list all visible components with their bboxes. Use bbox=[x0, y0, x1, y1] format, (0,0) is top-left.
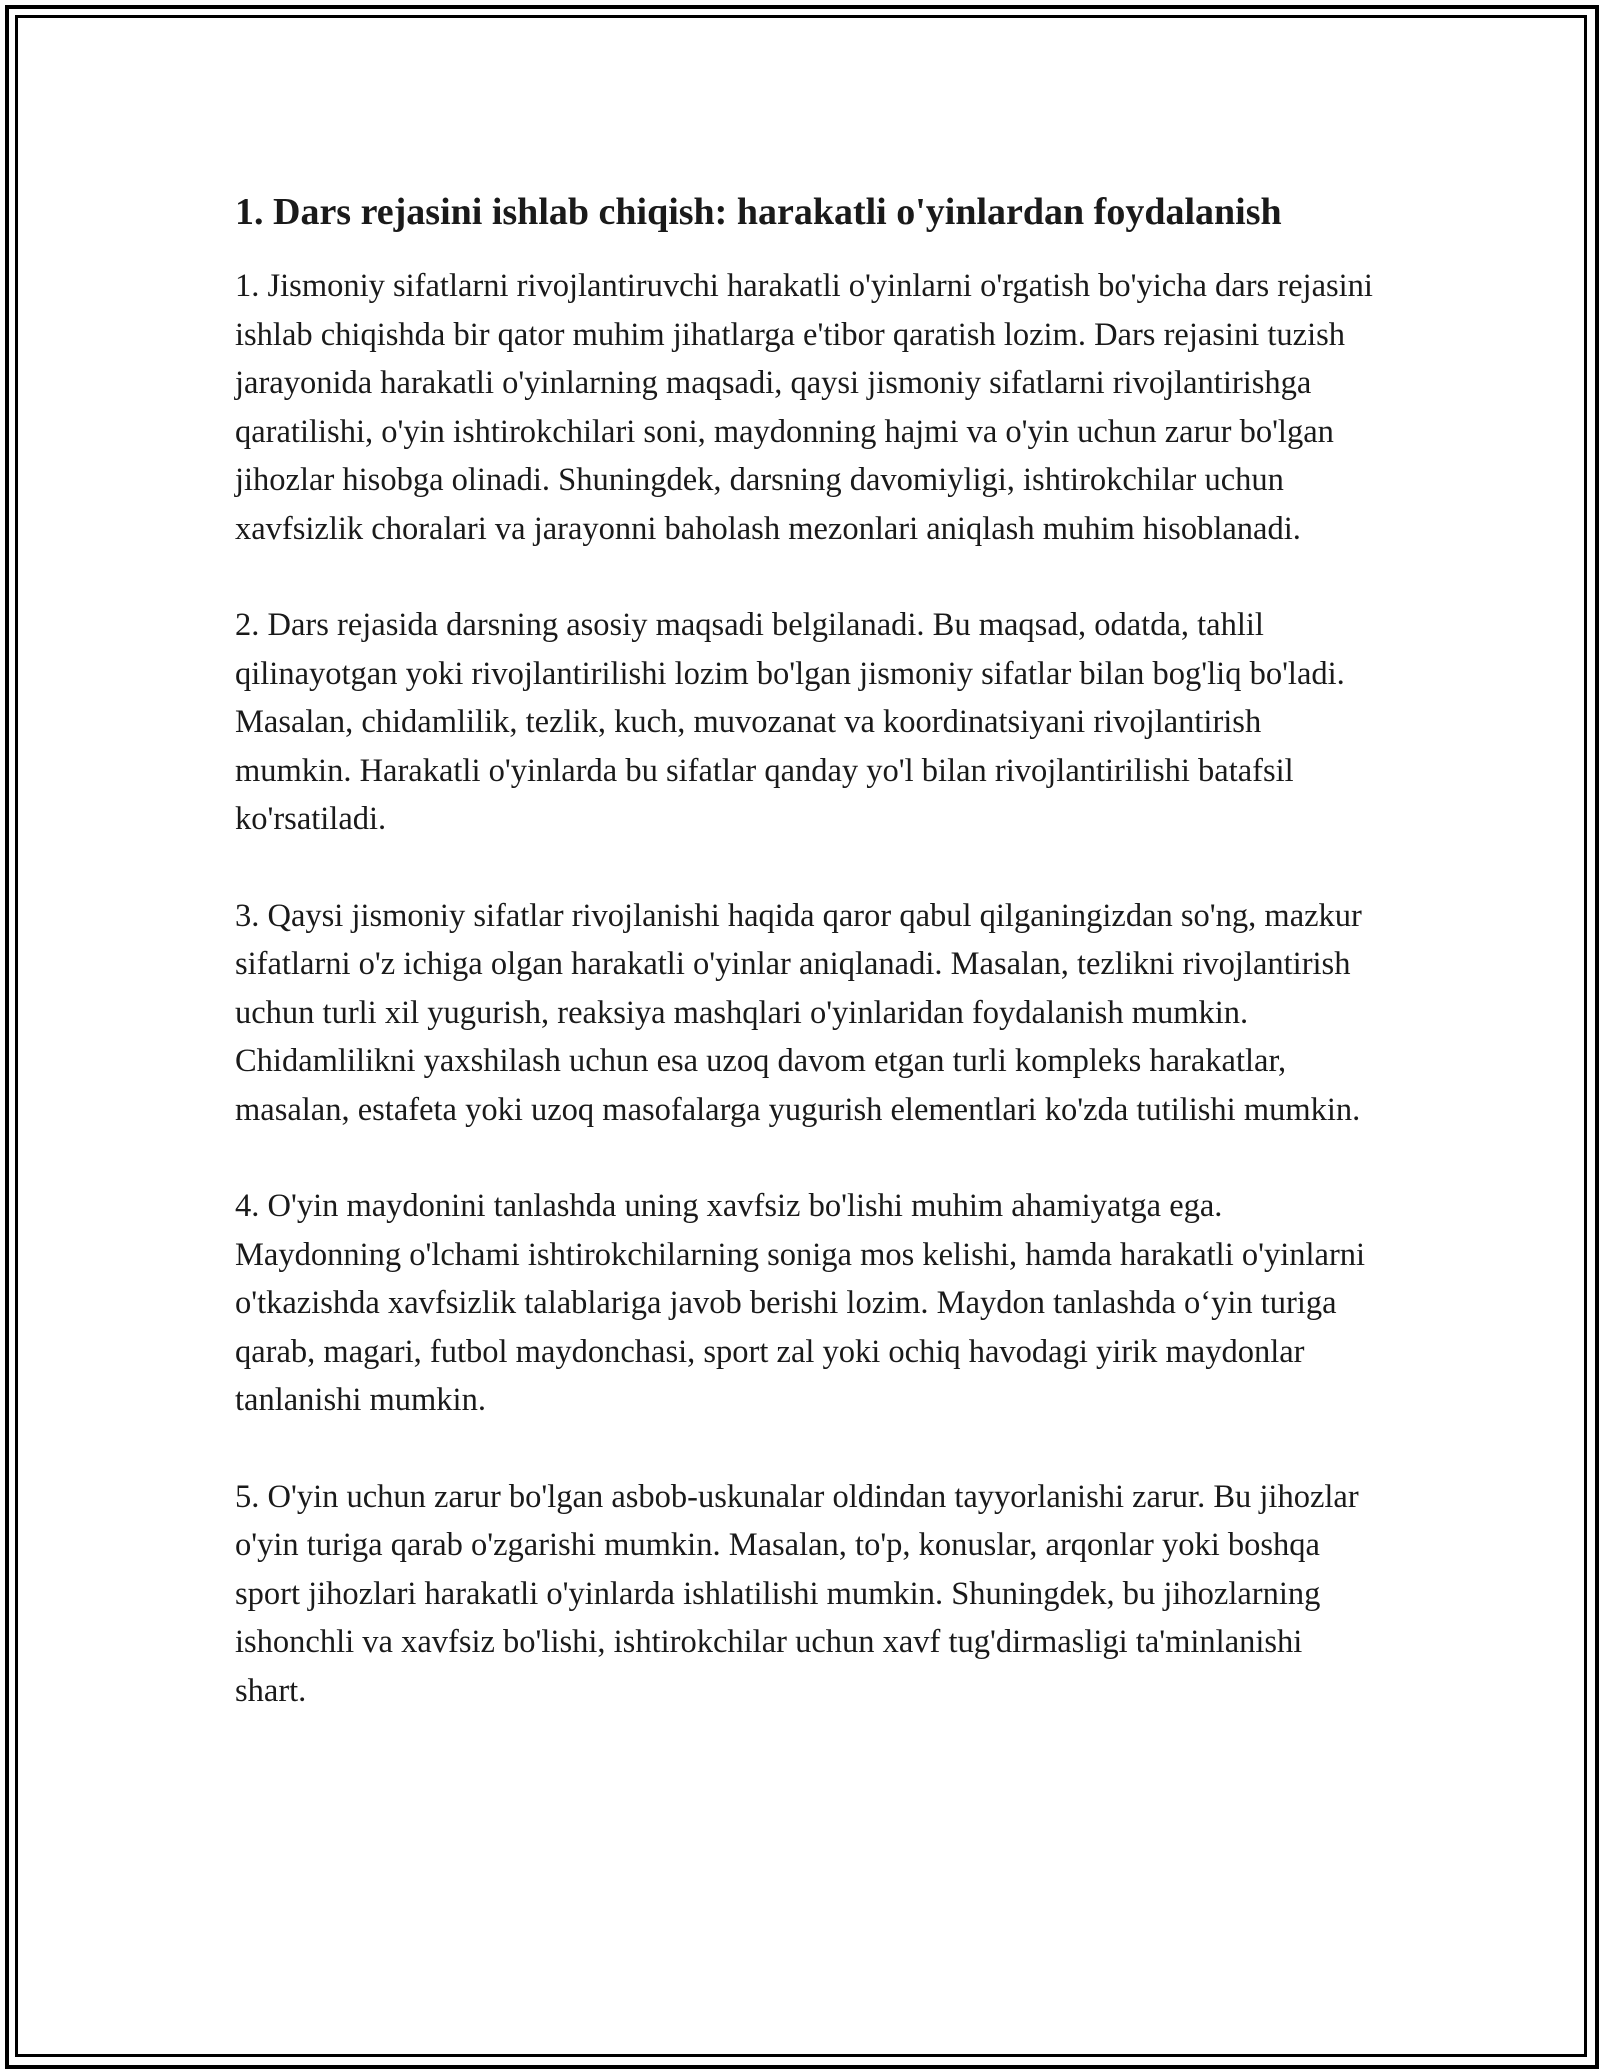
document-title: 1. Dars rejasini ishlab chiqish: harakatli o'yinlardan foydalanish bbox=[235, 191, 1282, 233]
paragraph-3: 3. Qaysi jismoniy sifatlar rivojlanishi haqida qaror qabul qilganingizdan so'ng, mazkur sifatlarni o'z ichiga olgan harakatli o'yinlar aniqlanadi. Masalan, tezlikni rivojlantirish uchun turli xil yugurish, reaksiya mashqlari o'yinlaridan foydalanish mumkin. Chidamlilikni yaxshilash uchun esa uzoq davom etgan turli kompleks harakatlar, masalan, estafeta yoki uzoq masofalarga yugurish elementlari ko'zda tutilishi mumkin. bbox=[235, 897, 1362, 1128]
paragraph-1: 1. Jismoniy sifatlarni rivojlantiruvchi harakatli o'yinlarni o'rgatish bo'yicha dars rejasini ishlab chiqishda bir qator muhim jihatlarga e'tibor qaratish lozim. Dars rejasini tuzish jarayonida harakatli o'yinlarning maqsadi, qaysi jismoniy sifatlarni rivojlantirishga qaratilishi, o'yin ishtirokchilari soni, maydonning hajmi va o'yin uchun zarur bo'lgan jihozlar hisobga olinadi. Shuningdek, darsning davomiyligi, ishtirokchilar uchun xavfsizlik choralari va jarayonni baholash mezonlari aniqlash muhim hisoblanadi. bbox=[235, 268, 1373, 547]
paragraph-5: 5. O'yin uchun zarur bo'lgan asbob-uskunalar oldindan tayyorlanishi zarur. Bu jihozlar o'yin turiga qarab o'zgarishi mumkin. Masalan, to'p, konuslar, arqonlar yoki boshqa sport jihozlari harakatli o'yinlarda ishlatilishi mumkin. Shuningdek, bu jihozlarning ishonchli va xavfsiz bo'lishi, ishtirokchilar uchun xavf tug'dirmasligi ta'minlanishi shart. bbox=[235, 1478, 1359, 1709]
paragraph-4: 4. O'yin maydonini tanlashda uning xavfsiz bo'lishi muhim ahamiyatga ega. Maydonning o'lchami ishtirokchilarning soniga mos kelishi, hamda harakatli o'yinlarni o'tkazishda xavfsizlik talablariga javob berishi lozim. Maydon tanlashda o‘yin turiga qarab, magari, futbol maydonchasi, sport zal yoki ochiq havodagi yirik maydonlar tanlanishi mumkin. bbox=[235, 1188, 1366, 1418]
document-body bbox=[235, 185, 1375, 1763]
paragraph-2: 2. Dars rejasida darsning asosiy maqsadi belgilanadi. Bu maqsad, odatda, tahlil qilinayotgan yoki rivojlantirilishi lozim bo'lgan jismoniy sifatlar bilan bog'liq bo'ladi. Masalan, chidamlilik, tezlik, kuch, muvozanat va koordinatsiyani rivojlantirish mumkin. Harakatli o'yinlarda bu sifatlar qanday yo'l bilan rivojlantirilishi batafsil ko'rsatiladi. bbox=[235, 607, 1345, 837]
